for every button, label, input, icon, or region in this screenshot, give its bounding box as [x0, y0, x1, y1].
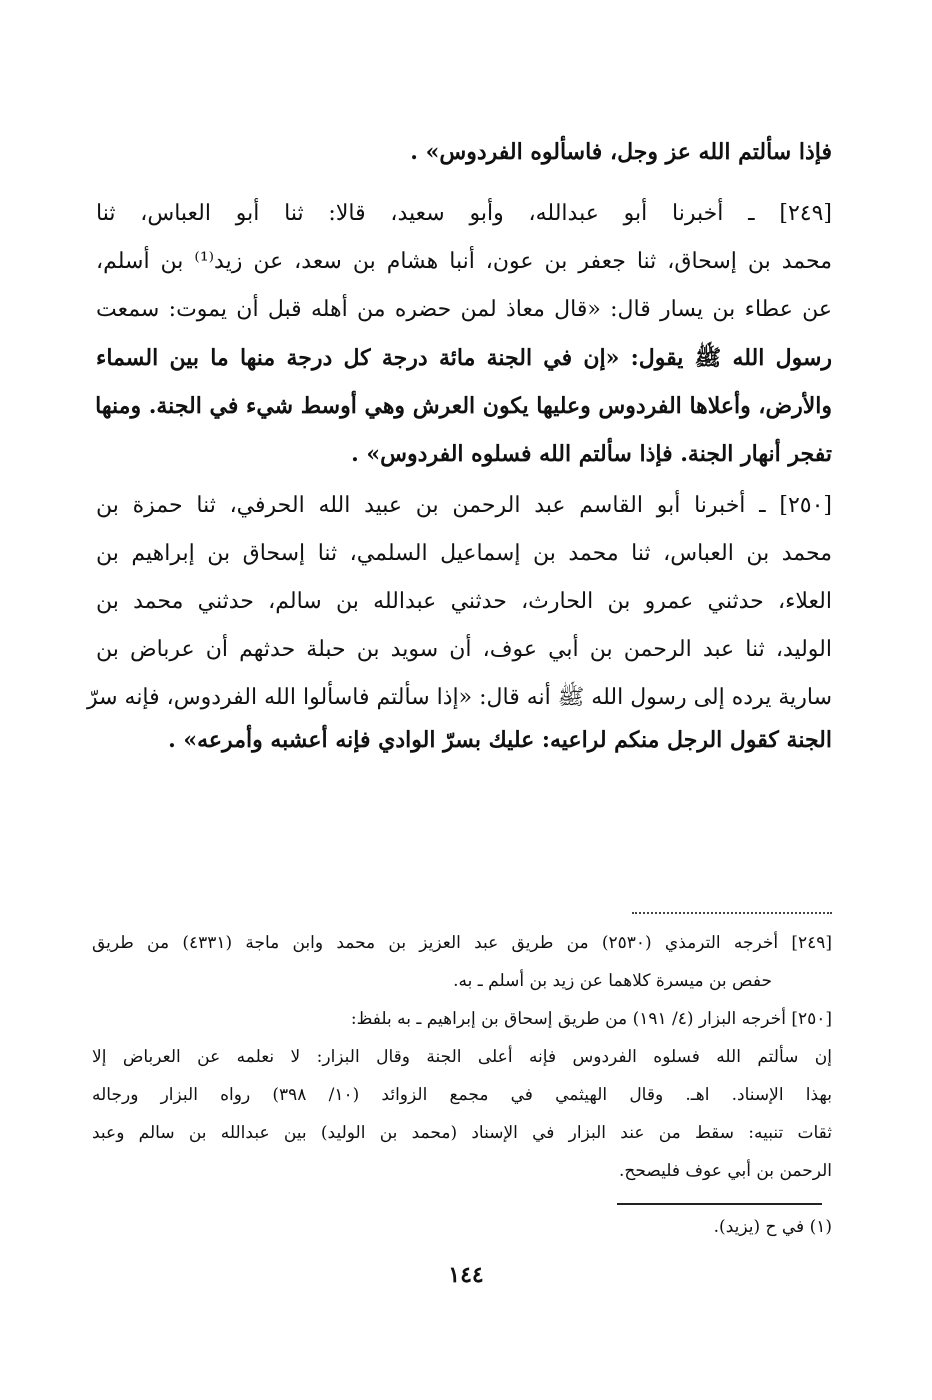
- footnote-note-1: (١) في ح (يزيد).: [713, 1217, 832, 1237]
- opening-line: فإذا سألتم الله عز وجل، فاسألوه الفردوس» .: [410, 139, 832, 165]
- hadith-249-line-1: [٢٤٩] ـ أخبرنا أبو عبدالله، وأبو سعيد، قالا: ثنا أبو العباس، ثنا: [96, 201, 832, 226]
- hadith-250-line-2: محمد بن العباس، ثنا محمد بن إسماعيل السلمي، ثنا إسحاق بن إبراهيم بن: [96, 541, 832, 566]
- footnote-249-line-1: [٢٤٩] أخرجه الترمذي (٢٥٣٠) من طريق عبد العزيز بن محمد وابن ماجة (٤٣٣١) من طريق: [92, 933, 833, 953]
- footnote-separator: [632, 912, 832, 914]
- footnote-250-line-2: إن سألتم الله فسلوه الفردوس فإنه أعلى الجنة وقال البزار: لا نعلمه عن العرباض إلا: [92, 1047, 832, 1067]
- footnote-250-line-5: الرحمن بن أبي عوف فليصحح.: [619, 1161, 832, 1181]
- hadith-249-line-4: رسول الله ﷺ يقول: «إن في الجنة مائة درجة كل درجة منها ما بين السماء: [96, 345, 832, 371]
- footnote-rule: [617, 1203, 822, 1205]
- footnote-250-line-4: ثقات تنبيه: سقط من عند البزار في الإسناد (محمد بن الوليد) بين عبدالله بن سالم وعبد: [92, 1123, 832, 1143]
- hadith-250-line-4: الوليد، ثنا عبد الرحمن بن أبي عوف، أن سويد بن حبلة حدثهم أن عرباض بن: [96, 637, 832, 662]
- hadith-249-line-5: والأرض، وأعلاها الفردوس وعليها يكون العرش وهي أوسط شيء في الجنة. ومنها: [95, 393, 832, 419]
- footnote-250-line-1: [٢٥٠] أخرجه البزار (٤/ ١٩١) من طريق إسحاق بن إبراهيم ـ به بلفظ:: [350, 1009, 832, 1029]
- footnote-249-line-2: حفص بن ميسرة كلاهما عن زيد بن أسلم ـ به.: [453, 971, 772, 991]
- page-number: ١٤٤: [448, 1262, 484, 1288]
- hadith-249-line-3: عن عطاء بن يسار قال: «قال معاذ لمن حضره من أهله قبل أن يموت: سمعت: [96, 297, 832, 322]
- footnote-250-line-3: بهذا الإسناد. اهـ. وقال الهيثمي في مجمع الزوائد (١٠/ ٣٩٨) رواه البزار ورجاله: [92, 1085, 832, 1105]
- hadith-249-line-6: تفجر أنهار الجنة. فإذا سألتم الله فسلوه الفردوس» .: [351, 441, 832, 467]
- hadith-250-line-5: سارية يرده إلى رسول الله ﷺ أنه قال: «إذا سألتم فاسألوا الله الفردوس، فإنه سرّ: [86, 685, 832, 710]
- hadith-250-line-1: [٢٥٠] ـ أخبرنا أبو القاسم عبد الرحمن بن عبيد الله الحرفي، ثنا حمزة بن: [96, 493, 832, 518]
- hadith-249-line-2: محمد بن إسحاق، ثنا جعفر بن عون، أنبا هشام بن سعد، عن زيد⁽¹⁾ بن أسلم،: [96, 249, 832, 274]
- hadith-250-line-3: العلاء، حدثني عمرو بن الحارث، حدثني عبدالله بن سالم، حدثني محمد بن: [96, 589, 832, 614]
- hadith-250-line-6: الجنة كقول الرجل منكم لراعيه: عليك بسرّ الوادي فإنه أعشبه وأمرعه» .: [168, 727, 832, 753]
